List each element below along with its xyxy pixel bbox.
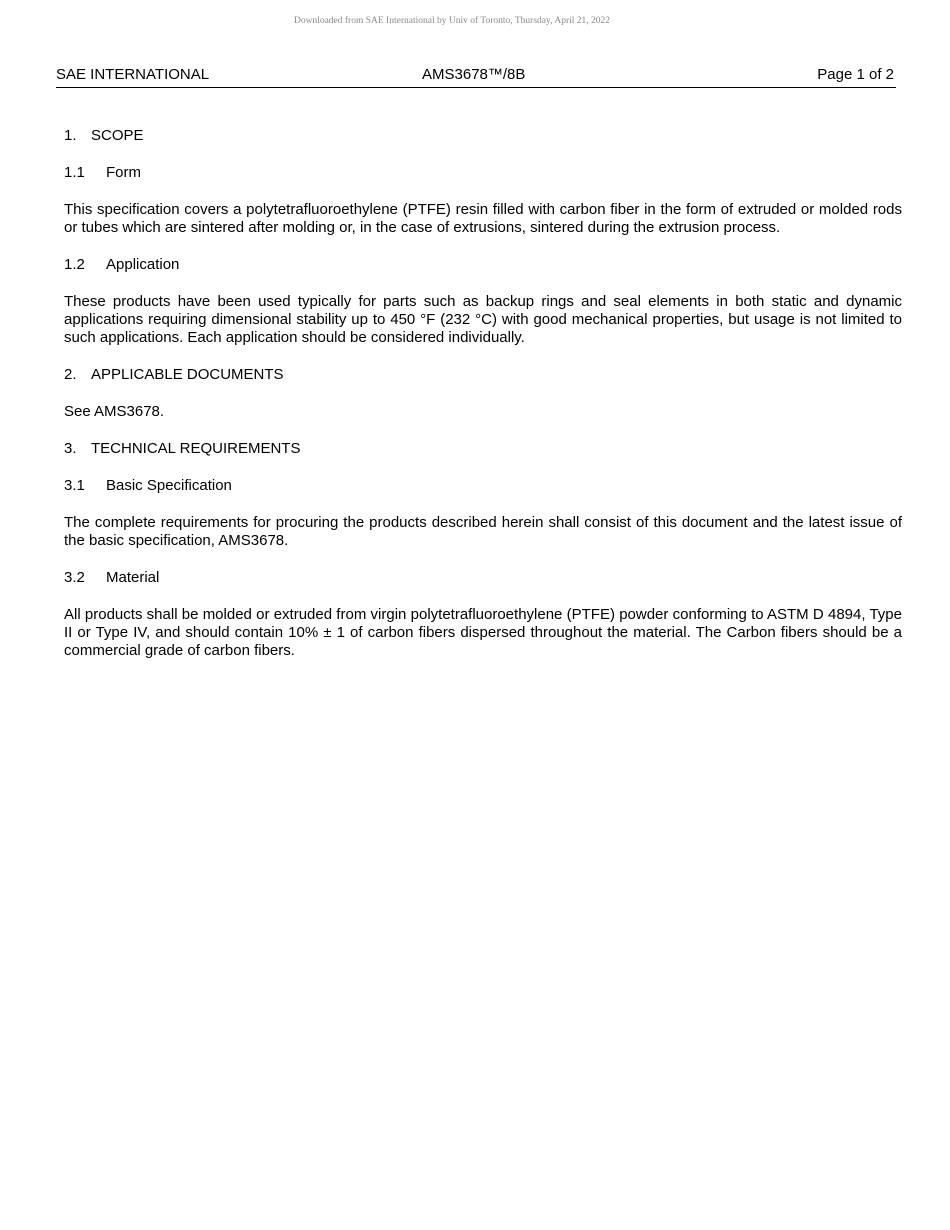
section-heading-material [64,569,902,587]
header-doc-id: AMS3678™/8B [422,66,526,83]
section-title: SCOPE [91,127,144,144]
section-title: Application [106,256,180,273]
section-heading-application [64,256,902,274]
section-number: 1.2 [64,256,85,273]
download-watermark: Downloaded from SAE International by Univ of Toronto, Thursday, April 21, 2022 [293,16,611,26]
paragraph-basic-specification: The complete requirements for procuring the products described herein shall consist of this document and the latest issue of the basic specification, AMS3678. [64,514,902,549]
header-page-number: Page 1 of 2 [817,66,894,83]
paragraph-material: All products shall be molded or extruded from virgin polytetrafluoroethylene (PTFE) powder conforming to ASTM D 4894, Type II or Type IV, and should contain 10% ± 1 of carbon fibers dispersed throughout the material. The Carbon fibers should be a commercial grade of carbon fibers. [64,606,902,659]
section-title: TECHNICAL REQUIREMENTS [91,440,301,457]
section-number: 3. [64,440,77,457]
section-number: 1. [64,127,77,144]
document-body [64,127,902,679]
paragraph-applicable-documents: See AMS3678. [64,403,165,420]
section-title: APPLICABLE DOCUMENTS [91,366,284,383]
section-title: Form [106,164,141,181]
paragraph-application: These products have been used typically for parts such as backup rings and seal elements in both static and dynamic applications requiring dimensional stability up to 450 °F (232 °C) with good mechanical properties, but usage is not limited to such applications. Each application should be considered individually. [64,293,902,346]
section-heading-form [64,164,902,182]
section-heading-basic-specification [64,477,902,495]
section-title: Material [106,569,160,586]
section-heading-scope [64,127,902,145]
section-heading-technical-requirements [64,440,902,458]
section-number: 3.1 [64,477,85,494]
section-heading-applicable-documents [64,366,902,384]
section-title: Basic Specification [106,477,232,494]
section-number: 1.1 [64,164,85,181]
section-number: 2. [64,366,77,383]
page-header [56,66,896,88]
header-org: SAE INTERNATIONAL [56,66,210,83]
section-number: 3.2 [64,569,85,586]
paragraph-form: This specification covers a polytetrafluoroethylene (PTFE) resin filled with carbon fiber in the form of extruded or molded rods or tubes which are sintered after molding or, in the case of extrusions, sintered during the extrusion process. [64,201,902,236]
